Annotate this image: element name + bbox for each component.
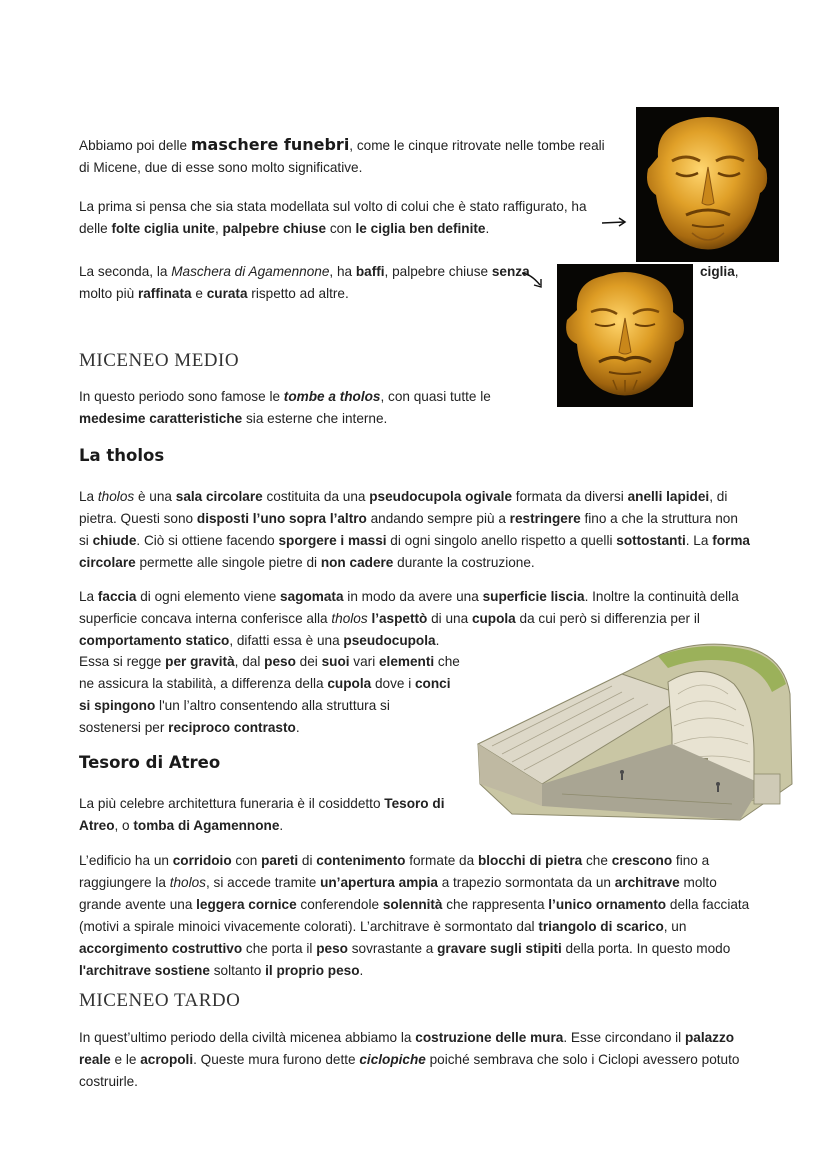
italic-maschera-agamennone: Maschera di Agamennone xyxy=(171,264,330,279)
text-run: poiché sembrava che solo i Ciclopi avessero potuto costruirle. xyxy=(79,1052,740,1089)
maschere-funebri-keyword: maschere funebri xyxy=(190,135,350,154)
text-run: corridoio xyxy=(172,853,232,868)
text-run: solennità xyxy=(382,897,443,912)
text-run: tomba di Agamennone xyxy=(133,818,280,833)
text-run: , si accede tramite xyxy=(205,875,321,890)
text-run: sottostanti xyxy=(616,533,686,548)
bold-medesime-caratteristiche: medesime caratteristiche xyxy=(79,411,243,426)
text-run: chiude xyxy=(92,533,137,548)
text-run: di ogni singolo anello rispetto a quelli xyxy=(386,533,617,548)
text-run: In quest’ultimo periodo della civiltà micenea abbiamo la xyxy=(79,1030,416,1045)
text-run: La xyxy=(79,589,98,604)
text-run: a trapezio sormontata da un xyxy=(437,875,615,890)
text-run: in modo da avere una xyxy=(343,589,483,604)
text-run: che xyxy=(434,654,460,669)
text-run: acropoli xyxy=(140,1052,194,1067)
text-run: pseudocupola ogivale xyxy=(369,489,513,504)
text-run-wrapper xyxy=(359,1052,425,1067)
miceneo-tardo-heading: MICENEO TARDO xyxy=(79,990,241,1011)
text-run: . Queste mura furono dette xyxy=(193,1052,360,1067)
text-run: da cui però si differenzia per il xyxy=(515,611,700,626)
text-run: vari xyxy=(349,654,379,669)
text-run: gravare sugli stipiti xyxy=(437,941,562,956)
text-run: durante la costruzione. xyxy=(393,555,535,570)
bold-curata: curata xyxy=(206,286,248,301)
text-run: disposti l’uno sopra l’altro xyxy=(196,511,367,526)
ciglia-trailing-text xyxy=(700,261,739,283)
text-run: di ogni elemento viene xyxy=(136,589,281,604)
comma: , xyxy=(214,221,223,236)
bold-palpebre-chiuse: palpebre chiuse xyxy=(222,221,327,236)
text-run: della facciata (motivi a spirale minoici vivacemente colorati). L’architrave è sormontato dal xyxy=(79,897,750,934)
text-run: il proprio peso xyxy=(265,963,360,978)
text-run: reciproco contrasto xyxy=(168,720,296,735)
text-run: blocchi di pietra xyxy=(477,853,583,868)
text-run: soltanto xyxy=(209,963,266,978)
text-run: fino a che la struttura non si xyxy=(79,511,738,548)
text-run: conci xyxy=(415,676,451,691)
text-molto-piu: molto più xyxy=(79,286,138,301)
atreo-paragraph-2 xyxy=(79,850,751,982)
text-run: , un xyxy=(663,919,687,934)
first-mask-paragraph xyxy=(79,196,609,240)
medio-text-c: sia esterne che interne. xyxy=(242,411,388,426)
medio-text-b: , con quasi tutte le xyxy=(380,389,491,404)
text-run: dove i xyxy=(371,676,415,691)
text-run: contenimento xyxy=(316,853,406,868)
text-run: per gravità xyxy=(165,654,235,669)
text-run: tholos xyxy=(169,875,206,890)
text-run: La più celebre architettura funeraria è il cosiddetto xyxy=(79,796,385,811)
text-run: che rappresenta xyxy=(442,897,549,912)
text-run: comportamento statico xyxy=(79,633,230,648)
period: . xyxy=(485,221,490,236)
text-run: sagomata xyxy=(280,589,344,604)
text-run: leggera cornice xyxy=(196,897,297,912)
bold-baffi: baffi xyxy=(355,264,385,279)
text-run: che porta il xyxy=(242,941,317,956)
text-run: sala circolare xyxy=(175,489,263,504)
first-funeral-mask-image xyxy=(636,107,779,262)
text-run: dei xyxy=(295,654,322,669)
text-run: formata da diversi xyxy=(512,489,628,504)
miceneo-medio-heading: MICENEO MEDIO xyxy=(79,350,240,371)
bold-senza: senza xyxy=(491,264,530,279)
text-run: Tesoro di xyxy=(384,796,445,811)
text-run: architrave xyxy=(614,875,680,890)
text-run: sostenersi per xyxy=(79,720,169,735)
bold-ciglia-definite: le ciglia ben definite xyxy=(355,221,486,236)
text-run: cupola xyxy=(471,611,516,626)
text-run: non cadere xyxy=(320,555,394,570)
masks-intro-text-end: , come le cinque ritrovate nelle tombe reali di Micene, due di esse sono molto significative. xyxy=(79,138,605,175)
agamemnon-mask-image xyxy=(557,264,693,407)
text-run: è una xyxy=(134,489,176,504)
text-run: anelli lapidei xyxy=(627,489,710,504)
text-run: . xyxy=(435,633,440,648)
bold-ciglia: ciglia xyxy=(700,264,735,279)
text-con: con xyxy=(326,221,356,236)
text-run: di xyxy=(298,853,317,868)
text-run: crescono xyxy=(611,853,673,868)
text-run: pareti xyxy=(261,853,299,868)
text-run: sovrastante a xyxy=(347,941,438,956)
text-run: l'un l’altro consentendo alla struttura si xyxy=(155,698,390,713)
second-mask-text: La seconda, la xyxy=(79,264,172,279)
text-run: l’unico ornamento xyxy=(548,897,667,912)
text-run: permette alle singole pietre di xyxy=(135,555,321,570)
text-rispetto: rispetto ad altre. xyxy=(247,286,349,301)
text-run: . xyxy=(279,818,284,833)
tholos-cutaway-illustration xyxy=(472,634,800,832)
text-run: forma circolare xyxy=(79,533,750,570)
atreo-paragraph-1 xyxy=(79,793,469,837)
arrow-to-second-mask-icon xyxy=(519,270,549,294)
text-run: costituita da una xyxy=(262,489,370,504)
text-ha: , ha xyxy=(329,264,356,279)
text-run: conferendole xyxy=(296,897,383,912)
masks-intro-text: Abbiamo poi delle xyxy=(79,138,191,153)
text-run: , di pietra. Questi sono xyxy=(79,489,728,526)
text-run: peso xyxy=(316,941,348,956)
text-run: faccia xyxy=(97,589,137,604)
text-run: Essa si regge xyxy=(79,654,166,669)
text-run: l'architrave sostiene xyxy=(79,963,210,978)
text-run: tholos xyxy=(331,611,368,626)
tholos-paragraph-3 xyxy=(79,651,479,739)
text-run: La xyxy=(79,489,98,504)
text-run: . Esse circondano il xyxy=(563,1030,685,1045)
text-run: cupola xyxy=(327,676,372,691)
text-run: , difatti essa è una xyxy=(229,633,344,648)
text-run: , dal xyxy=(234,654,265,669)
text-run: molto grande avente una xyxy=(79,875,717,912)
text-run: andando sempre più a xyxy=(366,511,510,526)
text-run: . Ciò si ottiene facendo xyxy=(136,533,279,548)
text-run: triangolo di scarico xyxy=(538,919,664,934)
text-run: tholos xyxy=(97,489,135,504)
la-tholos-heading: La tholos xyxy=(79,446,165,465)
text-run: . Inoltre la continuità della superficie concava interna conferisce alla xyxy=(79,589,739,626)
text-run: della porta. In questo modo xyxy=(561,941,731,956)
tesoro-di-atreo-heading: Tesoro di Atreo xyxy=(79,753,221,772)
arrow-to-first-mask-icon xyxy=(600,210,630,232)
text-run: Atreo xyxy=(79,818,115,833)
text-run: costruzione delle mura xyxy=(415,1030,564,1045)
text-run: ne assicura la stabilità, a differenza della xyxy=(79,676,328,691)
text-run: di una xyxy=(427,611,472,626)
text-run: con xyxy=(231,853,262,868)
text-run: peso xyxy=(264,654,296,669)
text-run: ciclopiche xyxy=(359,1052,426,1067)
bold-folte-ciglia: folte ciglia unite xyxy=(111,221,215,236)
text-run: palazzo reale xyxy=(79,1030,735,1067)
bold-italic-tombe-tholos: tombe a tholos xyxy=(283,389,381,404)
text-run: accorgimento costruttivo xyxy=(79,941,243,956)
text-run: un’apertura ampia xyxy=(320,875,438,890)
text-run: . xyxy=(295,720,300,735)
text-run: e le xyxy=(110,1052,141,1067)
tholos-paragraph-1 xyxy=(79,486,751,574)
miceneo-medio-paragraph xyxy=(79,386,529,430)
medio-text: In questo periodo sono famose le xyxy=(79,389,284,404)
bold-raffinata: raffinata xyxy=(137,286,192,301)
text-e: e xyxy=(191,286,207,301)
text-run: elementi xyxy=(379,654,435,669)
text-run: che xyxy=(582,853,612,868)
text-run: pseudocupola xyxy=(343,633,436,648)
text-run: suoi xyxy=(321,654,350,669)
text-run: l’aspettò xyxy=(371,611,428,626)
first-mask-text: La prima si pensa che sia stata modellata sul volto di colui che è stato raffigurato, ha delle xyxy=(79,199,587,236)
text-run: formate da xyxy=(405,853,478,868)
text-palpebre: , palpebre chiuse xyxy=(384,264,492,279)
miceneo-tardo-paragraph xyxy=(79,1027,751,1093)
second-mask-paragraph xyxy=(79,261,549,305)
text-run: restringere xyxy=(509,511,581,526)
text-run: , o xyxy=(114,818,134,833)
text-run: si spingono xyxy=(79,698,156,713)
text-run: . La xyxy=(685,533,713,548)
text-run: sporgere i massi xyxy=(278,533,387,548)
text-run: superficie liscia xyxy=(482,589,585,604)
text-run: L’edificio ha un xyxy=(79,853,173,868)
text-run: fino a raggiungere la xyxy=(79,853,710,890)
text-run: . xyxy=(359,963,364,978)
masks-intro-paragraph xyxy=(79,134,619,179)
comma: , xyxy=(734,264,739,279)
